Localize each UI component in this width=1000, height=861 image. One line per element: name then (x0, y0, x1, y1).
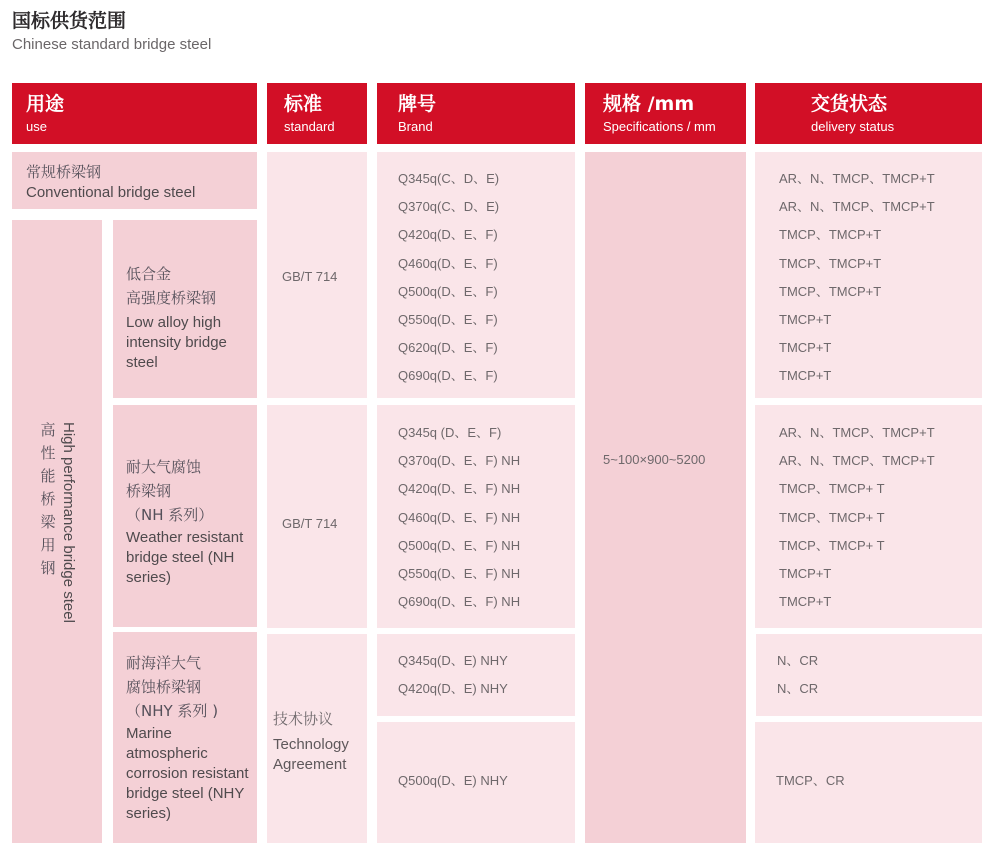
status-item: TMCP+T (779, 594, 832, 610)
category-zh-2: 腐蚀桥梁钢 (126, 678, 202, 696)
header-use-en: use (26, 119, 47, 134)
hp-char: 钢 (40, 559, 56, 577)
conventional-en: Conventional bridge steel (26, 184, 196, 201)
brand-item: Q420q(D、E) NHY (398, 681, 508, 697)
brand-item: Q460q(D、E、F) (398, 255, 498, 271)
brand-item: Q550q(D、E、F) (398, 311, 498, 327)
hp-char: 性 (40, 444, 56, 462)
standard-zh: 技术协议 (273, 710, 334, 728)
brand-item: Q500q(D、E) NHY (398, 773, 508, 788)
status-item: TMCP、TMCP+ T (779, 481, 885, 497)
status-item: TMCP+T (779, 311, 832, 327)
page-subtitle: Chinese standard bridge steel (12, 36, 212, 53)
brand-group-2 (377, 405, 575, 628)
header-use-zh: 用途 (26, 93, 65, 115)
hp-char: 桥 (40, 490, 56, 508)
status-item: TMCP、CR (776, 773, 845, 788)
standard-gbt714-1 (267, 152, 367, 398)
category-en: Weather resistant bridge steel (NH series) (126, 529, 244, 586)
status-item: AR、N、TMCP、TMCP+T (779, 453, 935, 469)
brand-item: Q370q(D、E、F) NH (398, 453, 521, 469)
category-nh (113, 405, 257, 627)
brand-group-3 (377, 634, 575, 716)
category-zh-2: 高强度桥梁钢 (126, 289, 217, 307)
high-performance-zh (38, 419, 58, 580)
status-group-1 (755, 152, 982, 398)
header-use (12, 83, 257, 144)
brand-item: Q500q(D、E、F) (398, 283, 498, 299)
specifications-cell (585, 152, 746, 843)
header-standard-en: standard (284, 119, 335, 134)
category-zh-1: 耐海洋大气 (126, 654, 202, 672)
status-item: TMCP+T (779, 368, 832, 384)
brand-group-1 (377, 152, 575, 398)
status-item: N、CR (777, 681, 819, 697)
category-zh-3: （NH 系列） (126, 506, 214, 524)
brand-item: Q370q(C、D、E) (398, 199, 500, 215)
status-group-3 (756, 634, 982, 716)
standard-value: GB/T 714 (282, 516, 338, 531)
header-brand-en: Brand (398, 119, 433, 134)
conventional-zh: 常规桥梁钢 (26, 163, 102, 181)
category-zh-1: 低合金 (126, 265, 172, 283)
standard-technology-agreement (267, 634, 367, 843)
brand-item: Q460q(D、E、F) NH (398, 509, 521, 525)
status-group-4 (755, 722, 982, 843)
brand-item: Q345q(D、E) NHY (398, 653, 508, 668)
header-specifications-en: Specifications / mm (603, 119, 716, 134)
hp-char: 高 (40, 421, 56, 439)
status-item: TMCP+T (779, 340, 832, 356)
high-performance-en: High performance bridge steel (60, 422, 77, 623)
standard-value: GB/T 714 (282, 269, 338, 284)
brand-item: Q345q(C、D、E) (398, 171, 500, 186)
status-item: AR、N、TMCP、TMCP+T (779, 199, 935, 215)
category-zh-1: 耐大气腐蚀 (126, 458, 202, 476)
category-en: Low alloy high intensity bridge steel (126, 314, 227, 371)
status-item: AR、N、TMCP、TMCP+T (779, 425, 935, 440)
header-delivery-status (755, 83, 982, 144)
status-item: TMCP、TMCP+T (779, 255, 882, 271)
brand-item: Q420q(D、E、F) NH (398, 481, 521, 497)
header-delivery-status-en: delivery status (811, 119, 895, 134)
brand-item: Q690q(D、E、F) NH (398, 594, 521, 610)
header-delivery-status-zh: 交货状态 (811, 93, 888, 115)
category-low-alloy (113, 220, 257, 398)
status-item: TMCP、TMCP+ T (779, 537, 885, 553)
category-zh-3: （NHY 系列 ) (126, 702, 219, 720)
status-item: N、CR (777, 653, 819, 668)
brand-item: Q500q(D、E、F) NH (398, 537, 521, 553)
header-standard (267, 83, 367, 144)
hp-char: 能 (40, 467, 56, 485)
standard-en: Technology Agreement (273, 736, 349, 773)
brand-item: Q690q(D、E、F) (398, 368, 498, 384)
hp-char: 梁 (40, 513, 56, 531)
category-nhy (113, 632, 257, 843)
header-specifications (585, 83, 746, 144)
status-item: TMCP、TMCP+T (779, 283, 882, 299)
brand-item: Q345q (D、E、F) (398, 425, 502, 440)
header-specifications-zh: 规格 /mm (603, 93, 695, 115)
status-item: TMCP、TMCP+T (779, 227, 882, 243)
status-group-2 (755, 405, 982, 628)
brand-item: Q550q(D、E、F) NH (398, 565, 521, 581)
specification-value: 5~100×900~5200 (603, 452, 706, 467)
page-title: 国标供货范围 (12, 10, 127, 32)
status-item: TMCP、TMCP+ T (779, 509, 885, 525)
standard-gbt714-2 (267, 405, 367, 628)
header-brand-zh: 牌号 (398, 93, 437, 115)
header-brand (377, 83, 575, 144)
status-item: AR、N、TMCP、TMCP+T (779, 171, 935, 186)
use-conventional (12, 152, 257, 209)
header-standard-zh: 标准 (284, 93, 323, 115)
brand-group-4 (377, 722, 575, 843)
brand-item: Q620q(D、E、F) (398, 340, 498, 356)
category-zh-2: 桥梁钢 (126, 482, 172, 500)
status-item: TMCP+T (779, 565, 832, 581)
hp-char: 用 (40, 536, 56, 554)
brand-item: Q420q(D、E、F) (398, 227, 498, 243)
category-en: Marine atmospheric corrosion resistant bridge steel (NHY series) (126, 725, 249, 822)
